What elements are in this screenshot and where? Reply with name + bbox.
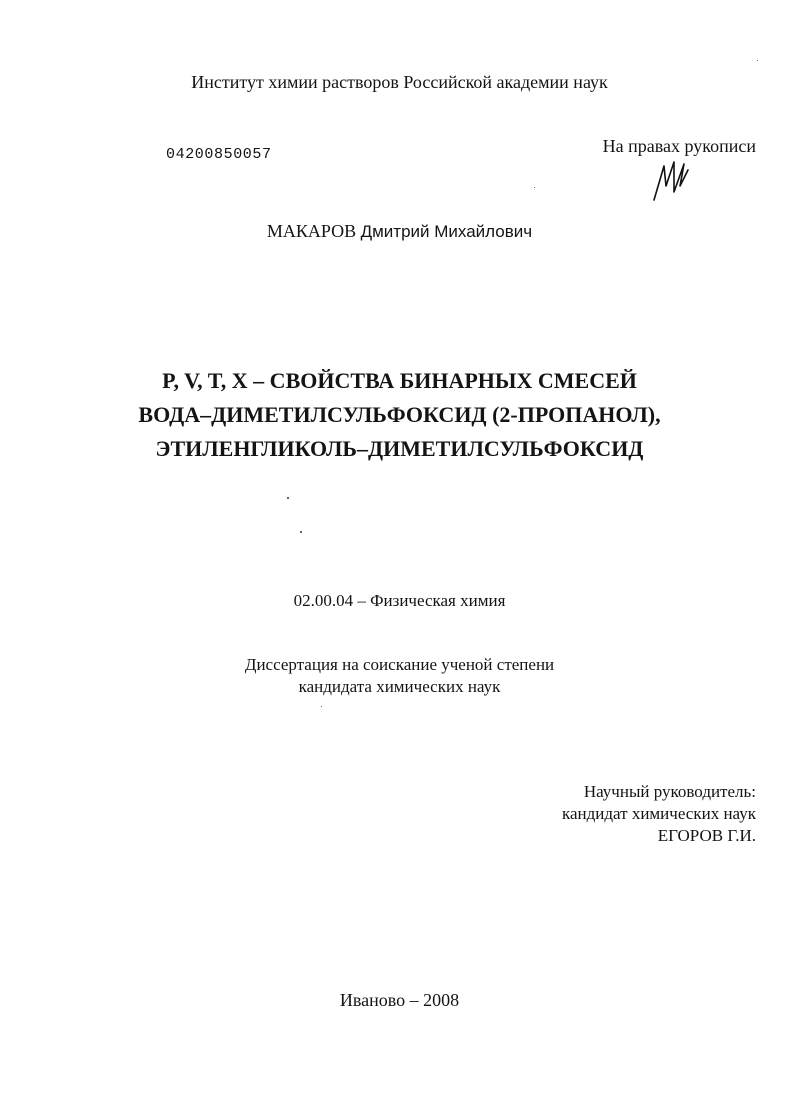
dissertation-title bbox=[0, 364, 799, 466]
scan-speck bbox=[287, 497, 289, 499]
institute-name: Институт химии растворов Российской академии наук bbox=[191, 72, 608, 92]
catalog-number: 04200850057 bbox=[166, 146, 272, 163]
handwritten-signature bbox=[640, 156, 700, 202]
place-and-year: Иваново – 2008 bbox=[339, 990, 460, 1010]
title-line: P, V, T, X – СВОЙСТВА БИНАРНЫХ СМЕСЕЙ bbox=[162, 368, 637, 393]
rights-note: На правах рукописи bbox=[602, 136, 756, 156]
scan-speck bbox=[321, 706, 322, 707]
author-name bbox=[0, 221, 799, 242]
author-surname: МАКАРОВ bbox=[266, 221, 357, 241]
supervisor-name: ЕГОРОВ Г.И. bbox=[657, 826, 756, 845]
supervisor-role: Научный руководитель: bbox=[583, 782, 756, 801]
scan-speck bbox=[300, 531, 302, 533]
supervisor-block bbox=[480, 781, 756, 847]
degree-line: кандидата химических наук bbox=[298, 677, 501, 696]
specialty-code: 02.00.04 – Физическая химия bbox=[293, 591, 506, 610]
degree-statement bbox=[0, 654, 799, 698]
title-line: ЭТИЛЕНГЛИКОЛЬ–ДИМЕТИЛСУЛЬФОКСИД bbox=[155, 436, 644, 461]
scan-speck bbox=[757, 60, 758, 61]
title-line: ВОДА–ДИМЕТИЛСУЛЬФОКСИД (2-ПРОПАНОЛ), bbox=[138, 402, 661, 427]
author-given-names: Дмитрий Михайлович bbox=[360, 222, 533, 241]
degree-line: Диссертация на соискание ученой степени bbox=[244, 655, 555, 674]
supervisor-degree: кандидат химических наук bbox=[562, 804, 756, 823]
scan-speck bbox=[534, 187, 535, 188]
